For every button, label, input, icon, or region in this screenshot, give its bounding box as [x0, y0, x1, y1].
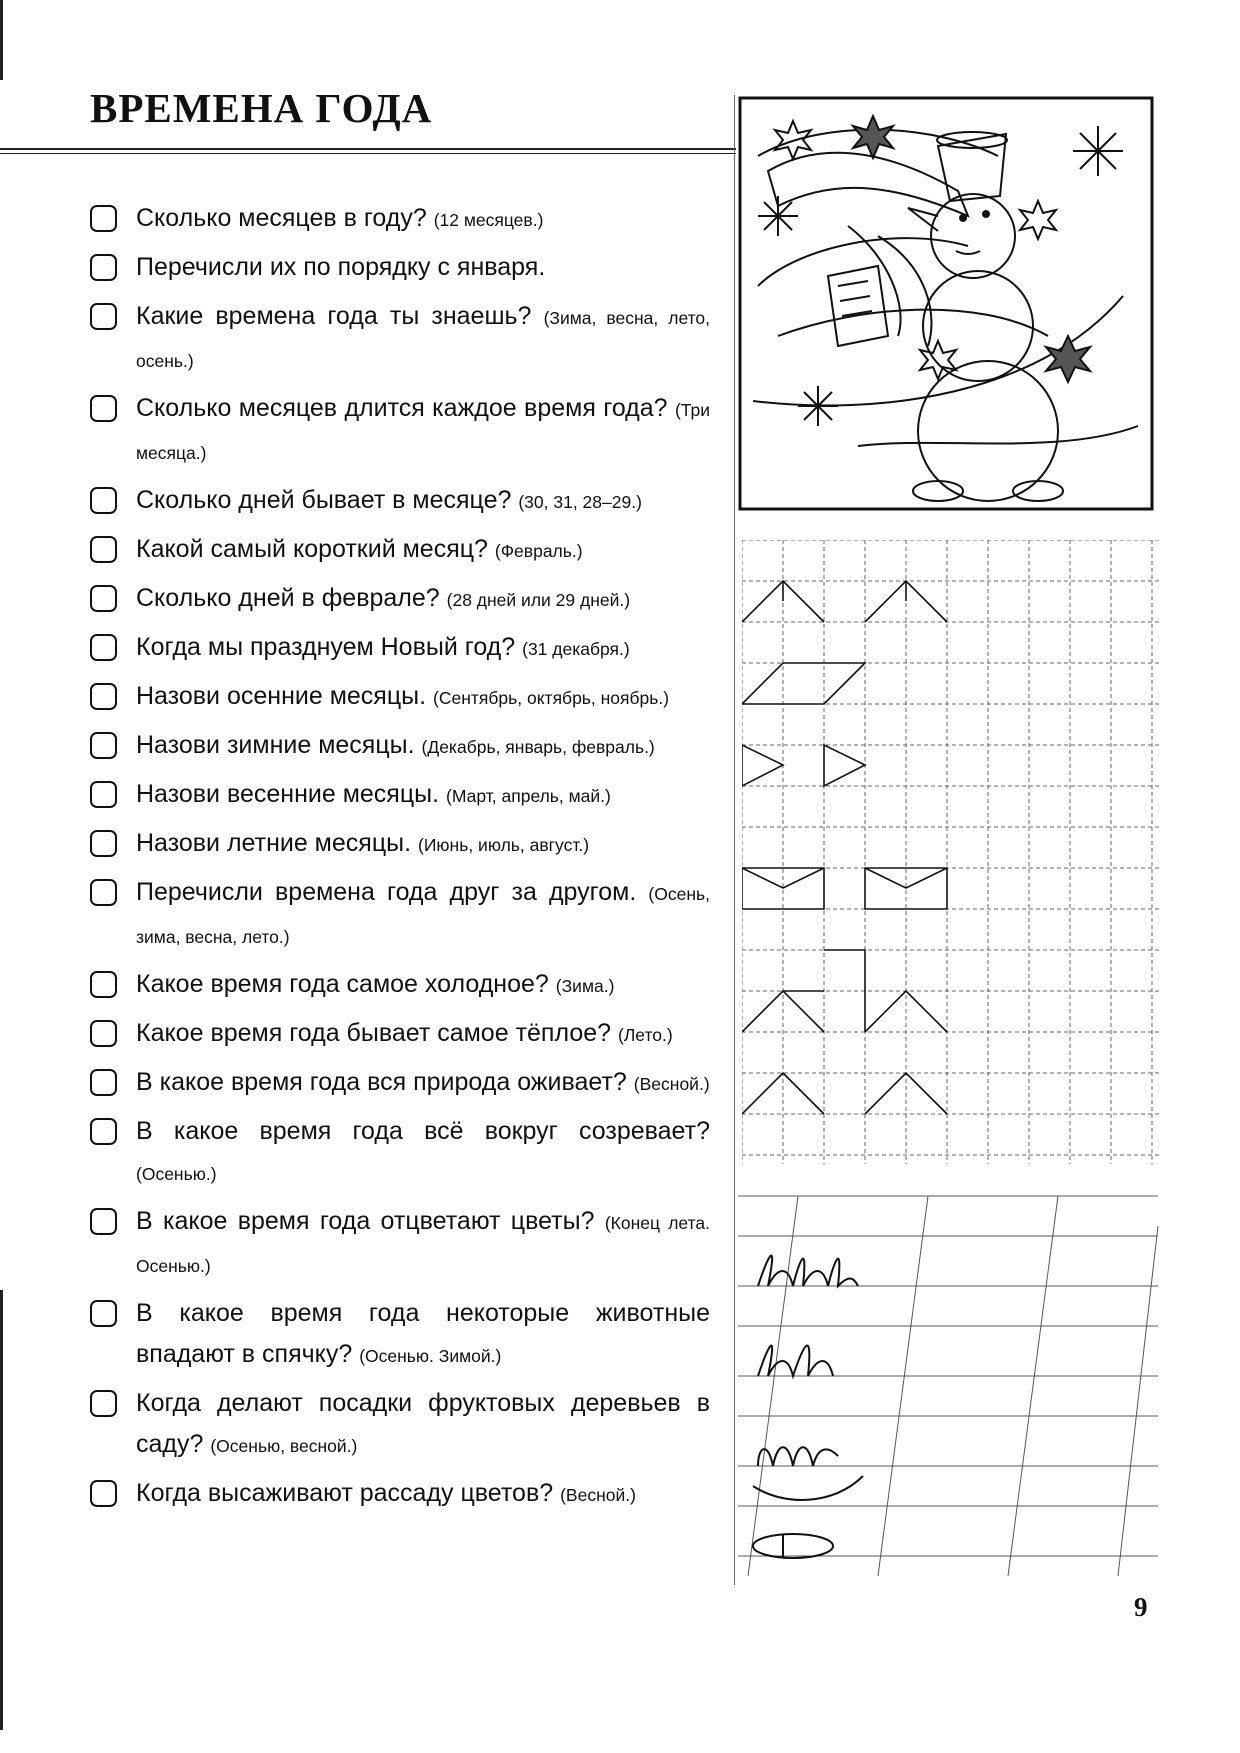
question-prompt: Какой самый короткий месяц? — [136, 535, 488, 563]
question-text — [136, 388, 710, 474]
title-rule-thin — [0, 153, 736, 154]
question-prompt: Какое время года бывает самое тёплое? — [136, 1019, 612, 1047]
page-number: 9 — [1134, 1592, 1148, 1622]
question-answer: (Осенью. Зимой.) — [359, 1346, 502, 1366]
question-item — [88, 578, 710, 621]
question-answer: (Февраль.) — [494, 541, 583, 561]
question-text — [136, 578, 710, 621]
question-list — [88, 198, 710, 1522]
margin-mark — [0, 1290, 3, 1730]
question-text — [136, 964, 710, 1007]
question-checkbox[interactable] — [90, 536, 117, 563]
question-answer: (12 месяцев.) — [433, 210, 544, 230]
question-text — [136, 1201, 710, 1287]
question-checkbox[interactable] — [90, 1020, 117, 1047]
question-prompt: В какое время года всё вокруг созревает? — [136, 1117, 710, 1145]
question-item — [88, 388, 710, 474]
question-answer: (30, 31, 28–29.) — [518, 492, 642, 512]
question-item — [88, 1062, 710, 1105]
question-answer: (Март, апрель, май.) — [446, 786, 611, 806]
question-answer: (Осенью, весной.) — [210, 1436, 358, 1456]
question-prompt: Когда делают посадки фруктовых деревьев в саду? — [136, 1389, 710, 1458]
question-answer: (Сентябрь, октябрь, ноябрь.) — [433, 688, 670, 708]
question-item — [88, 247, 710, 290]
question-item — [88, 627, 710, 670]
page-title: ВРЕМЕНА ГОДА — [90, 85, 433, 131]
question-text — [136, 627, 710, 670]
question-item — [88, 1013, 710, 1056]
question-prompt: Сколько дней в феврале? — [136, 584, 440, 612]
question-item — [88, 1201, 710, 1287]
question-text — [136, 198, 710, 241]
question-checkbox[interactable] — [90, 634, 117, 661]
question-answer: (Лето.) — [618, 1025, 673, 1045]
question-prompt: Когда высаживают рассаду цветов? — [136, 1479, 554, 1507]
snowman-illustration-icon — [738, 96, 1156, 512]
question-answer: (Июнь, июль, август.) — [418, 835, 590, 855]
question-text — [136, 480, 710, 523]
question-item — [88, 725, 710, 768]
question-checkbox[interactable] — [90, 1300, 117, 1327]
question-text — [136, 529, 710, 572]
question-text — [136, 774, 710, 817]
question-answer: (Весной.) — [560, 1485, 636, 1505]
cursive-letter-practice-icon — [738, 1176, 1162, 1586]
question-checkbox[interactable] — [90, 1480, 117, 1507]
question-prompt: Какие времена года ты знаешь? — [136, 302, 532, 330]
question-prompt: Сколько месяцев в году? — [136, 204, 427, 232]
question-prompt: В какое время года некоторые животные впадают в спячку? — [136, 1299, 710, 1368]
question-text — [136, 1111, 710, 1195]
question-text — [136, 1383, 710, 1467]
question-checkbox[interactable] — [90, 254, 117, 281]
question-item — [88, 480, 710, 523]
column-divider — [734, 95, 735, 1585]
question-answer: (Осень, зима, весна, лето.) — [136, 884, 710, 947]
question-checkbox[interactable] — [90, 781, 117, 808]
question-prompt: Назови летние месяцы. — [136, 829, 412, 857]
question-item — [88, 1111, 710, 1195]
question-text — [136, 676, 710, 719]
question-item — [88, 1473, 710, 1516]
question-item — [88, 823, 710, 866]
question-text — [136, 1293, 710, 1377]
question-item — [88, 872, 710, 958]
question-answer: (Конец лета. Осенью.) — [136, 1213, 710, 1276]
title-rule — [0, 148, 736, 150]
question-prompt: Назови весенние месяцы. — [136, 780, 440, 808]
question-answer: (Три месяца.) — [136, 400, 710, 463]
question-item — [88, 296, 710, 382]
question-answer: (31 декабря.) — [522, 639, 630, 659]
question-checkbox[interactable] — [90, 487, 117, 514]
question-answer: (Зима.) — [555, 976, 615, 996]
question-checkbox[interactable] — [90, 585, 117, 612]
question-item — [88, 774, 710, 817]
question-text — [136, 1473, 710, 1516]
question-prompt: Какое время года самое холодное? — [136, 970, 549, 998]
question-item — [88, 676, 710, 719]
question-checkbox[interactable] — [90, 1118, 117, 1145]
question-answer: (Весной.) — [633, 1074, 710, 1094]
question-item — [88, 529, 710, 572]
question-text — [136, 296, 710, 382]
question-checkbox[interactable] — [90, 395, 117, 422]
question-text — [136, 725, 710, 768]
question-checkbox[interactable] — [90, 830, 117, 857]
margin-mark — [0, 0, 3, 80]
question-answer: (Декабрь, январь, февраль.) — [421, 737, 655, 757]
question-checkbox[interactable] — [90, 205, 117, 232]
question-answer: (Зима, весна, лето, осень.) — [136, 308, 711, 371]
question-prompt: В какое время года вся природа оживает? — [136, 1068, 627, 1096]
question-prompt: Когда мы празднуем Новый год? — [136, 633, 516, 661]
question-checkbox[interactable] — [90, 1390, 117, 1417]
question-checkbox[interactable] — [90, 683, 117, 710]
question-prompt: В какое время года отцветают цветы? — [136, 1207, 595, 1235]
question-item — [88, 1293, 710, 1377]
question-checkbox[interactable] — [90, 1208, 117, 1235]
question-text — [136, 1013, 710, 1056]
question-answer: (28 дней или 29 дней.) — [446, 590, 631, 610]
question-checkbox[interactable] — [90, 303, 117, 330]
graph-paper-pattern-icon — [742, 540, 1162, 1164]
question-checkbox[interactable] — [90, 1069, 117, 1096]
question-item — [88, 1383, 710, 1467]
question-prompt: Назови зимние месяцы. — [136, 731, 415, 759]
question-prompt: Перечисли времена года друг за другом. — [136, 878, 637, 906]
question-prompt: Сколько месяцев длится каждое время года? — [136, 394, 668, 422]
question-checkbox[interactable] — [90, 732, 117, 759]
question-prompt: Назови осенние месяцы. — [136, 682, 427, 710]
question-checkbox[interactable] — [90, 971, 117, 998]
question-text — [136, 823, 710, 866]
question-text — [136, 1062, 710, 1105]
question-text — [136, 247, 710, 290]
question-prompt: Перечисли их по порядку с января. — [136, 253, 546, 281]
question-item — [88, 198, 710, 241]
question-text — [136, 872, 710, 958]
question-answer: (Осенью.) — [136, 1164, 217, 1184]
question-item — [88, 964, 710, 1007]
question-prompt: Сколько дней бывает в месяце? — [136, 486, 512, 514]
question-checkbox[interactable] — [90, 879, 117, 906]
